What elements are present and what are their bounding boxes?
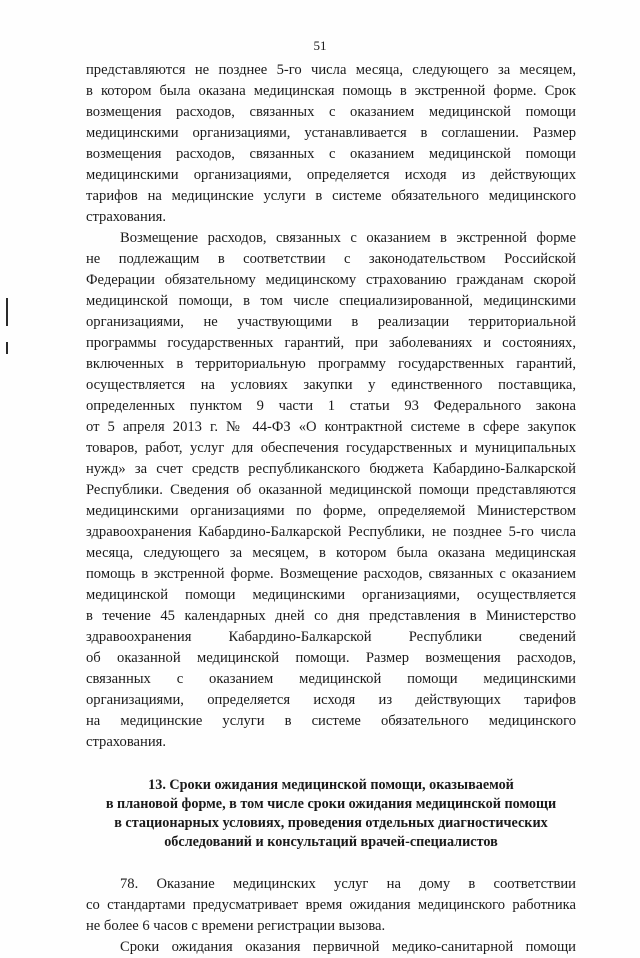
text-line: не подлежащим в соответствии с законодательством Российской (86, 251, 576, 267)
paragraph-78 (86, 874, 576, 937)
text-line: в котором была оказана медицинская помощь в экстренной форме. Срок (86, 83, 576, 99)
text-line: от 5 апреля 2013 г. № 44-ФЗ «О контрактной системе в сфере закупок (86, 419, 576, 435)
text-line: медицинской помощи, в том числе специализированной, медицинскими (86, 293, 576, 309)
text-line: тарифов на медицинские услуги в системе обязательного медицинского (86, 188, 576, 204)
text-line: возмещения расходов, связанных с оказанием медицинской помощи (86, 104, 576, 120)
text-line: об оказанной медицинской помощи. Размер возмещения расходов, (86, 650, 576, 666)
text-line: на медицинские услуги в системе обязательного медицинского (86, 713, 576, 729)
document-body (86, 60, 576, 958)
text-line: Республики. Сведения об оказанной медицинской помощи представляются (86, 482, 576, 498)
text-line: нужд» за счет средств республиканского бюджета Кабардино-Балкарской (86, 461, 576, 477)
heading-line: в стационарных условиях, проведения отдельных диагностических (114, 815, 548, 831)
paragraph-1 (86, 60, 576, 228)
text-line: программы государственных гарантий, при заболеваниях и состояниях, (86, 335, 576, 351)
text-line: представляются не позднее 5-го числа месяца, следующего за месяцем, (86, 62, 576, 78)
text-line: связанных с оказанием медицинской помощи медицинскими (86, 671, 576, 687)
section-heading (86, 776, 576, 852)
text-line: страхования. (86, 734, 167, 750)
paragraph-2 (86, 228, 576, 753)
text-line: 78. Оказание медицинских услуг на дому в соответствии (120, 876, 576, 892)
text-line: осуществляется на условиях закупки у единственного поставщика, (86, 377, 576, 393)
text-line: товаров, работ, услуг для обеспечения государственных и муниципальных (86, 440, 576, 456)
heading-line: в плановой форме, в том числе сроки ожидания медицинской помощи (105, 796, 557, 812)
text-line: здравоохранения Кабардино-Балкарской Республики, не позднее 5-го числа (86, 524, 576, 540)
heading-line: обследований и консультаций врачей-специалистов (164, 834, 498, 850)
text-line: медицинскими организациями, определяется исходя из действующих (86, 167, 576, 183)
heading-line: 13. Сроки ожидания медицинской помощи, оказываемой (148, 777, 514, 793)
text-line: месяца, следующего за месяцем, в котором была оказана медицинская (86, 545, 576, 561)
text-line: Федерации обязательному медицинскому страхованию гражданам скорой (86, 272, 576, 288)
text-line: медицинскими организациями, устанавливается в соглашении. Размер (86, 125, 576, 141)
text-line: в течение 45 календарных дней со дня представления в Министерство (86, 608, 576, 624)
text-line: со стандартами предусматривает время ожидания медицинского работника (86, 897, 576, 913)
margin-mark (6, 298, 8, 326)
text-line: страхования. (86, 209, 167, 225)
text-line: организациями, определяется исходя из действующих тарифов (86, 692, 576, 708)
text-line: помощь в экстренной форме. Возмещение расходов, связанных с оказанием (86, 566, 576, 582)
text-line: определенных пунктом 9 части 1 статьи 93 Федерального закона (86, 398, 576, 414)
text-line: включенных в территориальную программу государственных гарантий, (86, 356, 576, 372)
text-line: медицинской помощи медицинскими организациями, осуществляется (86, 587, 576, 603)
text-line: Сроки ожидания оказания первичной медико-санитарной помощи (120, 939, 576, 955)
text-line: не более 6 часов с времени регистрации вызова. (86, 918, 386, 934)
text-line: медицинскими организациями по форме, определяемой Министерством (86, 503, 576, 519)
paragraph-4 (86, 937, 576, 958)
text-line: Возмещение расходов, связанных с оказанием в экстренной форме (120, 230, 576, 246)
text-line: здравоохранения Кабардино-Балкарской Республики сведений (86, 629, 576, 645)
page-number: 51 (313, 38, 327, 53)
text-line: организациями, не участвующими в реализации территориальной (86, 314, 576, 330)
text-line: возмещения расходов, связанных с оказанием медицинской помощи (86, 146, 576, 162)
margin-mark (6, 342, 8, 354)
